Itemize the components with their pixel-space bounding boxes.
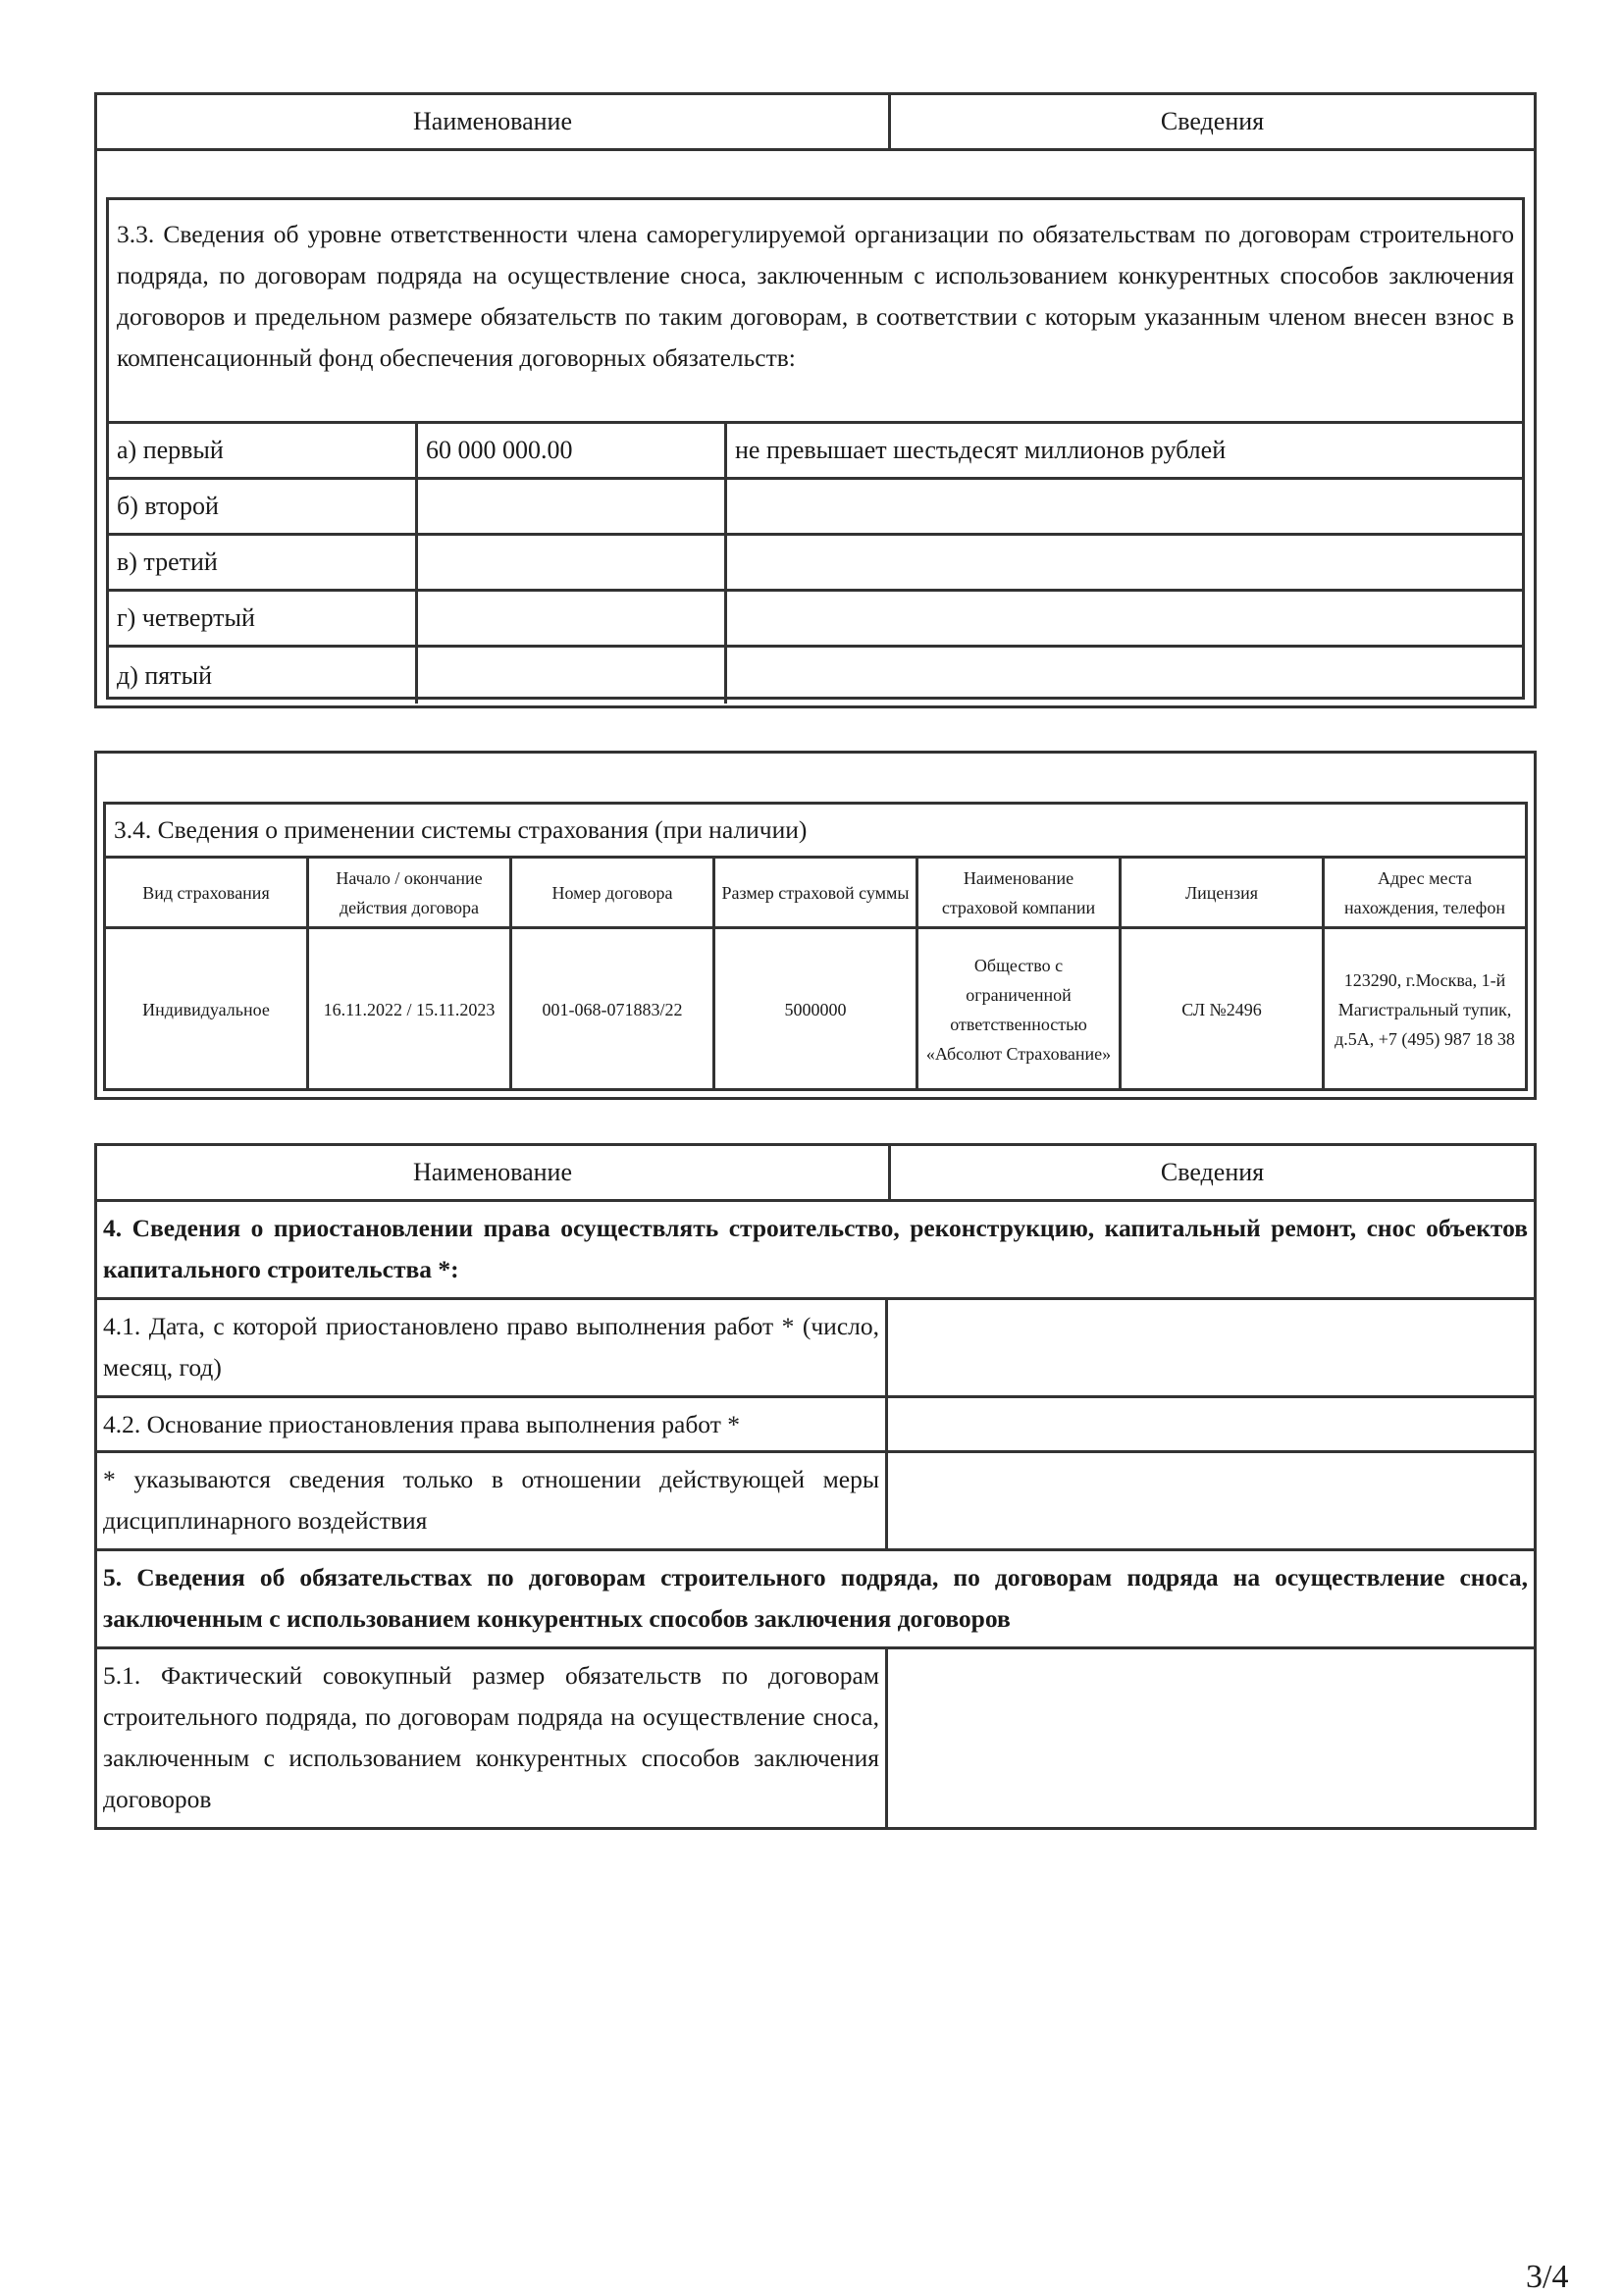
cell-insurance-type: Индивидуальное [106, 929, 309, 1090]
table-row [97, 1300, 1534, 1398]
level-amount [418, 536, 727, 589]
col-contract-number: Номер договора [512, 859, 715, 926]
table-row [97, 1453, 1534, 1551]
header-name: Наименование [97, 1146, 891, 1199]
section-4-note: * указываются сведения только в отношении действующей меры дисциплинарного воздействия [97, 1453, 888, 1548]
header-info: Сведения [1160, 1158, 1265, 1186]
item-5-1-label: 5.1. Фактический совокупный размер обязательств по договорам строительного подряда, по договорам подряда на осуществление сноса, заключенным с использованием конкурентных способов заключения договоров [97, 1649, 888, 1828]
level-note [727, 592, 1522, 645]
insurance-title: 3.4. Сведения о применении системы страхования (при наличии) [106, 805, 1525, 859]
level-row [109, 536, 1522, 592]
col-contract-period: Начало / окончание действия договора [309, 859, 512, 926]
cell-license: СЛ №2496 [1122, 929, 1325, 1090]
item-4-1-label: 4.1. Дата, с которой приостановлено право выполнения работ * (число, месяц, год) [97, 1300, 888, 1395]
level-amount [418, 648, 727, 704]
section-3-3-table [106, 197, 1525, 700]
cell-address: 123290, г.Москва, 1-й Магистральный тупик, д.5А, +7 (495) 987 18 38 [1335, 970, 1515, 1049]
level-row [109, 592, 1522, 648]
level-label: б) второй [109, 480, 418, 533]
insurance-section [94, 751, 1537, 1100]
section-4-title: 4. Сведения о приостановлении права осуществлять строительство, реконструкцию, капитальный ремонт, снос объектов капитального строительства *: [97, 1202, 1534, 1300]
col-license: Лицензия [1122, 859, 1325, 926]
item-4-1-value [888, 1300, 1534, 1395]
col-address: Адрес места нахождения, телефон [1344, 867, 1505, 917]
cell-insured-sum: 5000000 [715, 929, 918, 1090]
insurance-table [103, 802, 1528, 1091]
level-note [727, 480, 1522, 533]
level-row [109, 648, 1522, 704]
cell-insurer-name: Общество с ограниченной ответственностью «Абсолют Страхование» [918, 929, 1122, 1090]
level-note [727, 536, 1522, 589]
level-note [727, 648, 1522, 704]
level-label: г) четвертый [109, 592, 418, 645]
level-amount [418, 592, 727, 645]
suspension-obligations-section [94, 1143, 1537, 1830]
header-info: Сведения [1160, 107, 1265, 135]
table-row [97, 1649, 1534, 1828]
table-header [97, 95, 1534, 151]
level-amount [418, 480, 727, 533]
responsibility-level-section [94, 92, 1537, 708]
level-label: д) пятый [109, 648, 418, 704]
level-label: а) первый [109, 424, 418, 477]
col-insurance-type: Вид страхования [106, 859, 309, 926]
section-4-note-value [888, 1453, 1534, 1548]
level-row [109, 424, 1522, 480]
col-insurer-name: Наименование страховой компании [918, 859, 1122, 926]
section-5-title: 5. Сведения об обязательствах по договорам строительного подряда, по договорам подряда на осуществление сноса, заключенным с использованием конкурентных способов заключения договоров [97, 1551, 1534, 1649]
section-3-3-paragraph: 3.3. Сведения об уровне ответственности члена саморегулируемой организации по обязательствам по договорам строительного подряда, по договорам подряда на осуществление сноса, заключенным с использованием конкурентных способов заключения договоров и предельном размере обязательств по таким договорам, в соответствии с которым указанным членом внесен взнос в компенсационный фонд обеспечения договорных обязательств: [109, 200, 1522, 424]
col-insured-sum: Размер страховой суммы [715, 859, 918, 926]
header-name: Наименование [97, 95, 891, 148]
level-label: в) третий [109, 536, 418, 589]
table-row [97, 1398, 1534, 1453]
level-note: не превышает шестьдесят миллионов рублей [735, 436, 1227, 464]
cell-contract-period: 16.11.2022 / 15.11.2023 [309, 929, 512, 1090]
item-4-2-label: 4.2. Основание приостановления права выполнения работ * [97, 1398, 888, 1450]
level-amount: 60 000 000.00 [418, 424, 727, 477]
table-row [106, 929, 1525, 1090]
item-5-1-value [888, 1649, 1534, 1828]
insurance-header-row [106, 859, 1525, 929]
item-4-2-value [888, 1398, 1534, 1450]
cell-contract-number: 001-068-071883/22 [512, 929, 715, 1090]
table-header [97, 1146, 1534, 1202]
level-row [109, 480, 1522, 536]
page-number: 3/4 [1526, 2259, 1569, 2295]
